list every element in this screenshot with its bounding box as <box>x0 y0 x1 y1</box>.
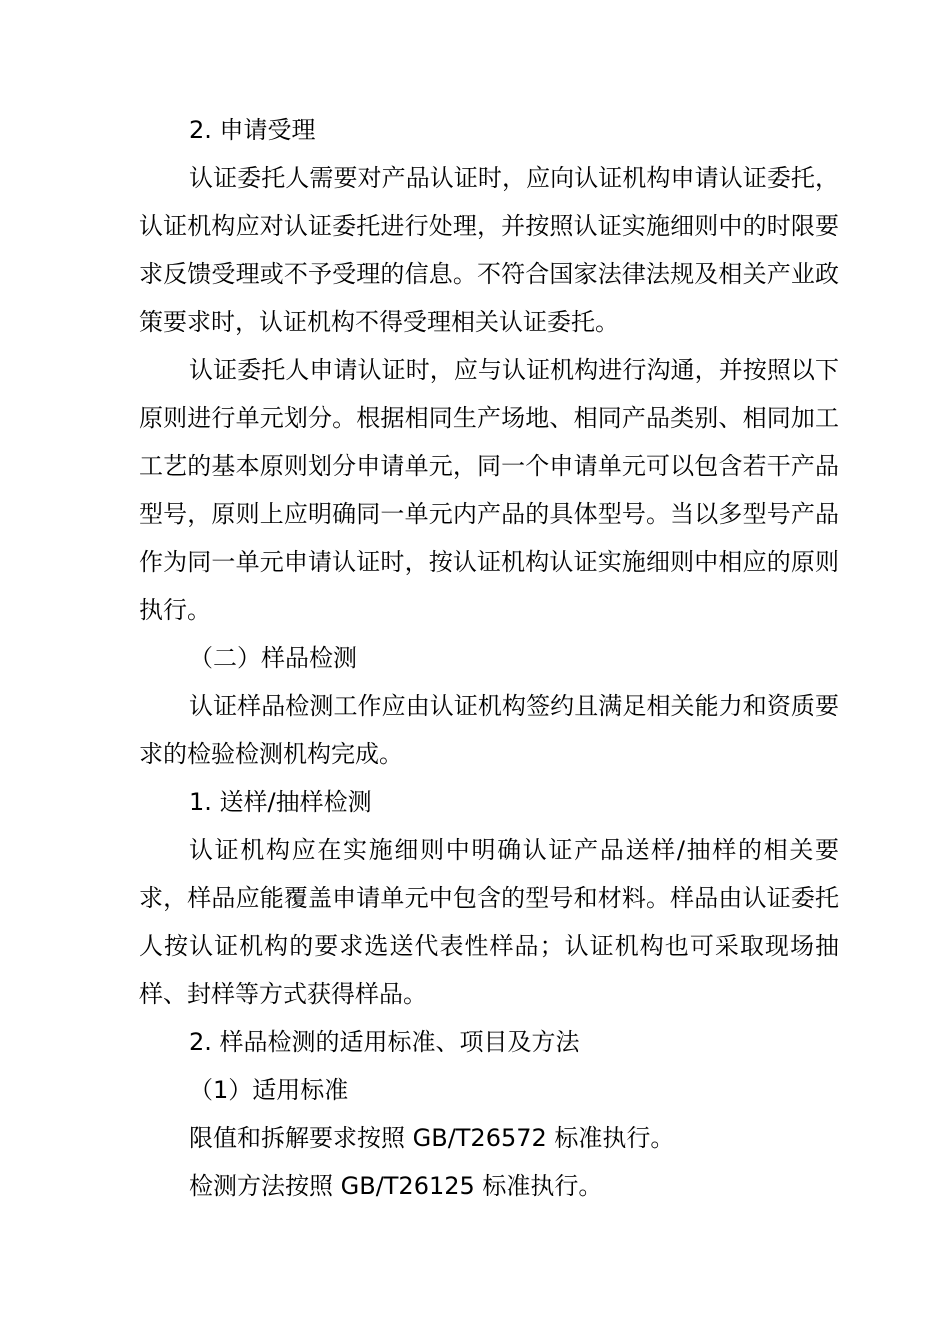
paragraph-unit-division: 认证委托人申请认证时，应与认证机构进行沟通，并按照以下原则进行单元划分。根据相同生产场地、相同产品类别、相同加工工艺的基本原则划分申请单元，同一个申请单元可以包含若干产品型号，原则上应明确同一单元内产品的具体型号。当以多型号产品作为同一单元申请认证时，按认证机构认证实施细则中相应的原则执行。 <box>139 356 839 624</box>
heading-testing-standards: 2. 样品检测的适用标准、项目及方法 <box>189 1028 580 1056</box>
heading-applicable-standards: （1）适用标准 <box>189 1076 349 1104</box>
paragraph-test-method-standard: 检测方法按照 GB/T26125 标准执行。 <box>189 1172 603 1200</box>
paragraph-certification-commission: 认证委托人需要对产品认证时，应向认证机构申请认证委托，认证机构应对认证委托进行处理，并按照认证实施细则中的时限要求反馈受理或不予受理的信息。不符合国家法律法规及相关产业政策要求时，认证机构不得受理相关认证委托。 <box>139 164 839 336</box>
heading-sampling: 1. 送样/抽样检测 <box>189 788 372 816</box>
document-body <box>139 106 839 1210</box>
paragraph-sampling-requirements: 认证机构应在实施细则中明确认证产品送样/抽样的相关要求，样品应能覆盖申请单元中包含的型号和材料。样品由认证委托人按认证机构的要求选送代表性样品；认证机构也可采取现场抽样、封样等方式获得样品。 <box>139 836 839 1008</box>
paragraph-testing-institution: 认证样品检测工作应由认证机构签约且满足相关能力和资质要求的检验检测机构完成。 <box>139 692 839 768</box>
heading-sample-testing: （二）样品检测 <box>189 644 357 672</box>
heading-application-acceptance: 2. 申请受理 <box>189 116 316 144</box>
paragraph-limit-standard: 限值和拆解要求按照 GB/T26572 标准执行。 <box>189 1124 675 1152</box>
